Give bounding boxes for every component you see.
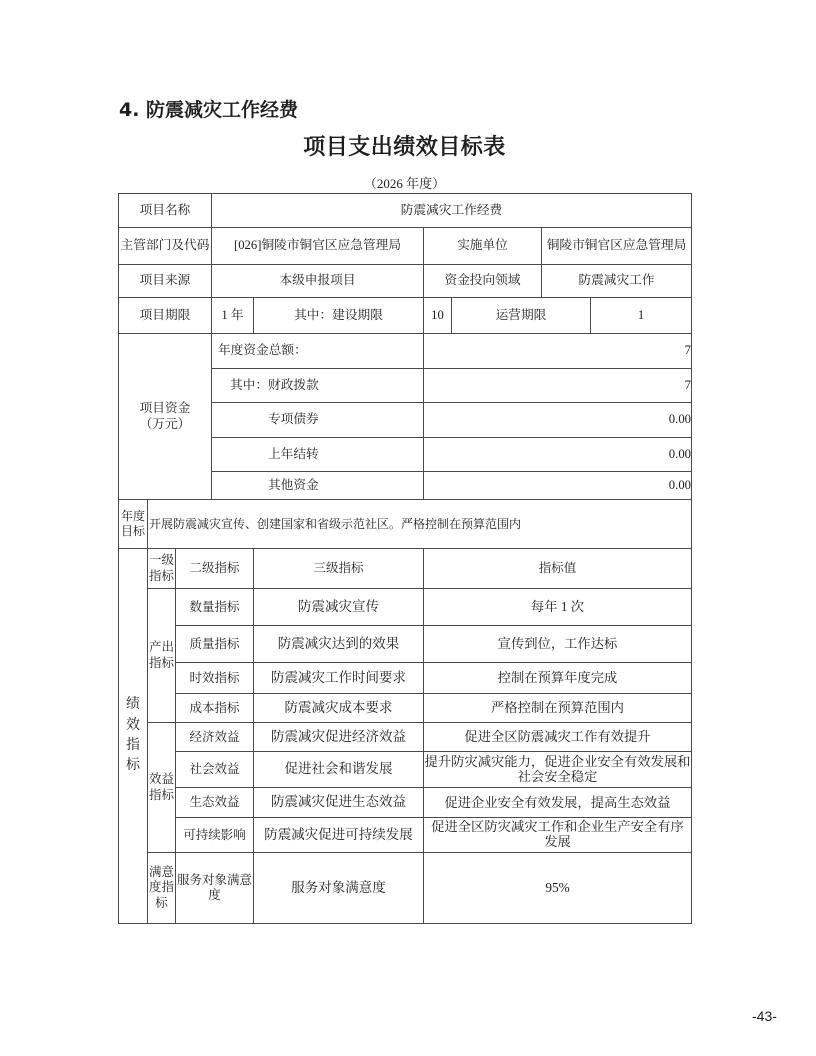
funds-row-label: 上年结转 <box>211 437 424 472</box>
annual-target-text: 开展防震减灾宣传、创建国家和省级示范社区。严格控制在预算范围内 <box>147 499 692 549</box>
funds-row-label: 年度资金总额： <box>211 333 424 369</box>
funds-row-value: 7 <box>423 368 692 403</box>
project-name-value: 防震减灾工作经费 <box>211 193 692 228</box>
header-level2: 二级指标 <box>175 548 254 589</box>
op-period-label: 运营期限 <box>451 297 591 334</box>
performance-label-text: 绩效指标 <box>126 697 140 774</box>
indicator-level3: 防震减灾促进经济效益 <box>253 722 424 752</box>
dept-label: 主管部门及代码 <box>118 227 212 265</box>
year-note: （2026 年度） <box>363 176 446 191</box>
indicator-value: 控制在预算年度完成 <box>423 662 692 694</box>
indicator-value: 宣传到位，工作达标 <box>423 625 692 663</box>
indicator-level2: 质量指标 <box>175 625 254 663</box>
section-heading: 4. 防震减灾工作经费 <box>119 99 299 121</box>
indicator-level2: 可持续影响 <box>175 817 254 853</box>
indicator-level3: 防震减灾工作时间要求 <box>253 662 424 694</box>
funds-row-value: 7 <box>423 333 692 369</box>
table-title: 项目支出绩效目标表 <box>303 135 506 160</box>
indicator-value: 促进全区防灾减灾工作和企业生产安全有序发展 <box>423 817 692 853</box>
indicator-value: 严格控制在预算范围内 <box>423 693 692 723</box>
funds-row-label: 其他资金 <box>211 471 424 500</box>
project-name-label: 项目名称 <box>118 193 212 228</box>
impl-unit-value: 铜陵市铜官区应急管理局 <box>541 227 692 265</box>
funds-row-value: 0.00 <box>423 402 692 438</box>
indicator-level2: 社会效益 <box>175 751 254 788</box>
indicator-level2: 数量指标 <box>175 588 254 626</box>
page-number: -43- <box>752 1008 777 1024</box>
period-label: 项目期限 <box>118 297 212 334</box>
indicator-value: 提升防灾减灾能力，促进企业安全有效发展和社会安全稳定 <box>423 751 692 788</box>
indicator-level3: 促进社会和谐发展 <box>253 751 424 788</box>
indicator-level3: 防震减灾宣传 <box>253 588 424 626</box>
build-period-value: 10 <box>423 297 452 334</box>
funds-row-value: 0.00 <box>423 437 692 472</box>
indicator-value: 促进企业安全有效发展，提高生态效益 <box>423 787 692 818</box>
header-level1: 一级指标 <box>147 548 176 589</box>
source-label: 项目来源 <box>118 264 212 298</box>
indicator-level2: 生态效益 <box>175 787 254 818</box>
funds-row-label: 其中：财政拨款 <box>211 368 424 403</box>
source-value: 本级申报项目 <box>211 264 424 298</box>
dept-value: [026]铜陵市铜官区应急管理局 <box>211 227 424 265</box>
period-value: 1 年 <box>211 297 254 334</box>
funds-label-line2: （万元） <box>139 416 191 431</box>
header-value: 指标值 <box>423 548 692 589</box>
group-satisfaction-label: 满意度指标 <box>147 852 176 924</box>
funds-label <box>118 333 212 500</box>
performance-label <box>118 548 148 924</box>
header-level3: 三级指标 <box>253 548 424 589</box>
indicator-level2: 成本指标 <box>175 693 254 723</box>
funds-row-label: 专项债券 <box>211 402 424 438</box>
indicator-level3: 防震减灾促进可持续发展 <box>253 817 424 853</box>
indicator-level3: 防震减灾达到的效果 <box>253 625 424 663</box>
indicator-level2: 服务对象满意度 <box>175 852 254 924</box>
annual-target-label: 年度目标 <box>118 499 148 549</box>
indicator-level2: 时效指标 <box>175 662 254 694</box>
indicator-value: 促进全区防震减灾工作有效提升 <box>423 722 692 752</box>
indicator-level3: 服务对象满意度 <box>253 852 424 924</box>
funds-row-value: 0.00 <box>423 471 692 500</box>
build-period-label: 其中：建设期限 <box>253 297 424 334</box>
field-label: 资金投向领域 <box>423 264 542 298</box>
group-output-label: 产出指标 <box>147 588 176 723</box>
indicator-level3: 防震减灾促进生态效益 <box>253 787 424 818</box>
group-benefit-label: 效益指标 <box>147 722 176 853</box>
impl-unit-label: 实施单位 <box>423 227 542 265</box>
op-period-value: 1 <box>590 297 692 334</box>
funds-label-line1: 项目资金 <box>139 401 191 416</box>
field-value: 防震减灾工作 <box>541 264 692 298</box>
indicator-value: 每年 1 次 <box>423 588 692 626</box>
indicator-level2: 经济效益 <box>175 722 254 752</box>
indicator-value: 95% <box>423 852 692 924</box>
indicator-level3: 防震减灾成本要求 <box>253 693 424 723</box>
